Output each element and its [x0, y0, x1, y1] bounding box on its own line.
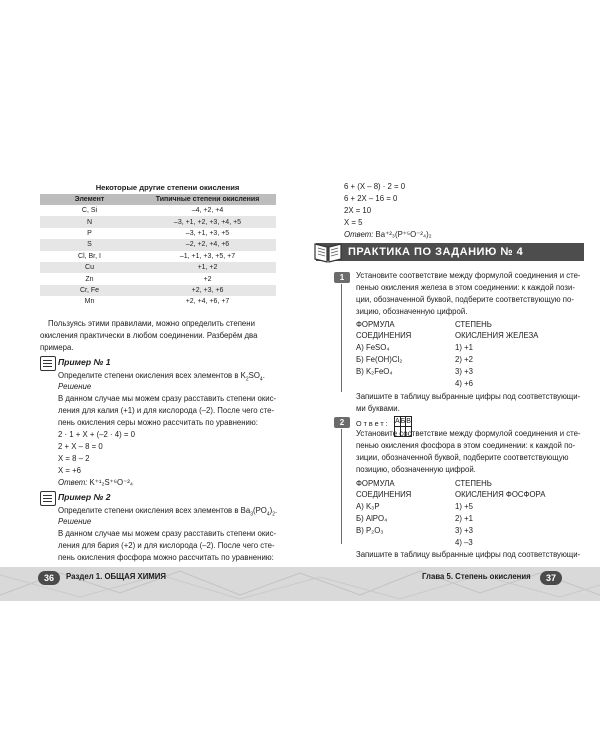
example1-task-text: Определите степени окисления всех элементов в K — [58, 371, 246, 380]
table-cell: Cu — [40, 262, 139, 273]
table-header-states: Типичные степени окисления — [139, 194, 276, 205]
example-icon — [40, 356, 56, 371]
table-cell: S — [40, 239, 139, 250]
example2-task: Определите степени окисления всех элементов в $Ba_3(PO_4)_2$. — [58, 506, 278, 518]
task1-instruction: Запишите в таблицу выбранные цифры под соответствующи- — [356, 392, 581, 401]
formula-option: Б) Fe(OH)Cl₂ — [356, 355, 403, 364]
table-row — [40, 216, 276, 227]
intro-line: окисления практически в любом соединении. Разберём два — [40, 331, 258, 340]
example1-task: Определите степени окисления всех элементов в $K_2SO_4$. — [58, 371, 265, 383]
task1-text: зицию, обозначенную цифрой. — [356, 307, 468, 316]
answer-label: Ответ: — [344, 230, 374, 239]
equation: 6 + (X – 8) · 2 = 0 — [344, 182, 406, 191]
table-row — [40, 262, 276, 273]
example1-answer — [58, 477, 133, 489]
answer-text: K⁺¹₂S⁺⁶O⁻²₄ — [89, 478, 133, 487]
example2-line: ления для бария (+2) и для кислорода (–2). После чего сте- — [58, 541, 275, 550]
formula-option: А) FeSO₄ — [356, 343, 390, 352]
task2-text: пенью окисления фосфора в этом соединении: к каждой по- — [356, 441, 576, 450]
example1-line: ления для калия (+1) и для кислорода (–2). После чего сте- — [58, 406, 275, 415]
table-cell: +2 — [203, 275, 212, 283]
state-option: 1) +1 — [455, 343, 473, 352]
table-row — [40, 296, 276, 307]
task-number: 2 — [334, 417, 350, 428]
formula-option: Б) AlPO₄ — [356, 514, 388, 523]
table-row — [40, 228, 276, 239]
table-header-element: Элемент — [40, 194, 139, 205]
table-row — [40, 285, 276, 296]
task2-text: зиции, обозначенной буквой, подберите соответствующую — [356, 453, 569, 462]
subscript: 2 — [245, 376, 249, 383]
oxidation-states-table — [40, 194, 276, 308]
footer-section-title: Раздел 1. ОБЩАЯ ХИМИЯ — [66, 572, 167, 581]
table-cell: –2, +2, +4, +6 — [139, 239, 276, 250]
task2-col2-header: СТЕПЕНЬ — [455, 479, 492, 488]
equation: X = 5 — [344, 218, 363, 227]
example2-task-text: Определите степени окисления всех элементов в Ba — [58, 506, 251, 515]
book-icon — [313, 238, 343, 264]
subscript: 2 — [272, 511, 276, 518]
example-icon — [40, 491, 56, 506]
intro-line: Пользуясь этими правилами, можно определить степени — [48, 319, 255, 328]
equation: 2X = 10 — [344, 206, 372, 215]
equation: 6 + 2X – 16 = 0 — [344, 194, 398, 203]
task1-col2-header: СТЕПЕНЬ — [455, 320, 492, 329]
task1-col2-header: ОКИСЛЕНИЯ ЖЕЛЕЗА — [455, 331, 539, 340]
task1-text: пенью окисления железа в этом соединении: к каждой пози- — [356, 283, 575, 292]
example1-title: Пример № 1 — [58, 357, 111, 367]
top-answer — [344, 229, 432, 241]
practice-title: ПРАКТИКА ПО ЗАДАНИЮ № 4 — [348, 246, 524, 258]
task1-text: Установите соответствие между формулой соединения и сте- — [356, 271, 581, 280]
answer-label: Ответ: — [58, 478, 88, 487]
task1-col1-header: ФОРМУЛА — [356, 320, 395, 329]
table-cell: –3, +1, +3, +5 — [185, 229, 230, 237]
table-cell: C, Si — [81, 207, 98, 215]
equation: 2 + X – 8 = 0 — [58, 442, 103, 451]
subscript: 3 — [250, 511, 253, 518]
example2-title: Пример № 2 — [58, 492, 111, 502]
table-cell: Zn — [85, 275, 94, 283]
state-option: 3) +3 — [455, 367, 473, 376]
table-cell: Cl, Br, I — [78, 252, 101, 260]
table-cell: +2, +3, +6 — [139, 285, 276, 296]
task2-col2-header: ОКИСЛЕНИЯ ФОСФОРА — [455, 490, 546, 499]
formula-option: А) K₃P — [356, 502, 380, 511]
table-row — [40, 251, 276, 262]
answer-label: Ответ: — [356, 419, 390, 428]
table-cell: –1, +1, +3, +5, +7 — [179, 252, 236, 260]
table-cell: +2, +4, +6, +7 — [185, 298, 230, 306]
state-option: 3) +3 — [455, 526, 473, 535]
table-cell: Cr, Fe — [40, 285, 139, 296]
table-cell: –3, +1, +2, +3, +4, +5 — [139, 216, 276, 227]
table-cell: N — [40, 216, 139, 227]
table-title: Некоторые другие степени окисления — [95, 183, 240, 192]
practice-header — [316, 243, 584, 261]
task-divider — [341, 284, 342, 392]
task-divider — [341, 429, 342, 544]
task1-instruction: ми буквами. — [356, 404, 400, 413]
example2-line: В данном случае мы можем сразу расставить степени окис- — [58, 529, 277, 538]
table-cell: –4, +2, +4 — [191, 207, 224, 215]
example1-line: В данном случае мы можем сразу расставить степени окис- — [58, 394, 277, 403]
task1-col1-header: СОЕДИНЕНИЯ — [356, 331, 412, 340]
table-cell: +1, +2 — [139, 262, 276, 273]
footer-decoration — [0, 565, 600, 603]
example1-line: пень окисления серы можно рассчитать по уравнению: — [58, 418, 258, 427]
subscript: 4 — [259, 376, 263, 383]
example1-solution-label: Решение — [58, 382, 92, 391]
formula-option: В) P₂O₃ — [356, 526, 384, 535]
equation: X = +6 — [58, 466, 81, 475]
task2-text: позицию, обозначенную цифрой. — [356, 465, 476, 474]
footer-band — [0, 565, 600, 603]
equation: X = 8 – 2 — [58, 454, 90, 463]
task-number: 1 — [334, 272, 350, 283]
table-row — [40, 239, 276, 250]
task2-text: Установите соответствие между формулой соединения и сте- — [356, 429, 581, 438]
formula-option: В) K₂FeO₄ — [356, 367, 393, 376]
state-option: 2) +1 — [455, 514, 473, 523]
table-row — [40, 205, 276, 216]
state-option: 1) +5 — [455, 502, 473, 511]
equation: 2 · 1 + X + (–2 · 4) = 0 — [58, 430, 135, 439]
answer-col-header: В — [406, 418, 411, 425]
state-option: 2) +2 — [455, 355, 473, 364]
answer-col-header: Б — [400, 418, 406, 425]
table-cell: P — [87, 229, 92, 237]
example2-solution-label: Решение — [58, 517, 92, 526]
task1-text: ции, обозначенной буквой, подберите соответствующую по- — [356, 295, 574, 304]
state-option: 4) –3 — [455, 538, 473, 547]
example2-line: пень окисления фосфора можно рассчитать по уравнению: — [58, 553, 274, 562]
table-row — [40, 273, 276, 284]
task2-col1-header: ФОРМУЛА — [356, 479, 395, 488]
state-option: 4) +6 — [455, 379, 473, 388]
formula-part: SO — [248, 371, 260, 380]
answer-col-header: А — [395, 418, 400, 425]
intro-line: примера. — [40, 343, 74, 352]
task2-col1-header: СОЕДИНЕНИЯ — [356, 490, 412, 499]
footer-chapter-title: Глава 5. Степень окисления — [422, 572, 531, 581]
table-cell: Mn — [84, 298, 95, 306]
page-number-left: 36 — [38, 571, 60, 585]
subscript: 4 — [266, 511, 270, 518]
right-page — [300, 0, 600, 750]
page-number-right: 37 — [540, 571, 562, 585]
answer-text: Ba⁺²₃(P⁺⁵O⁻²₄)₂ — [375, 230, 432, 239]
task2-instruction: Запишите в таблицу выбранные цифры под соответствующи- — [356, 550, 581, 559]
